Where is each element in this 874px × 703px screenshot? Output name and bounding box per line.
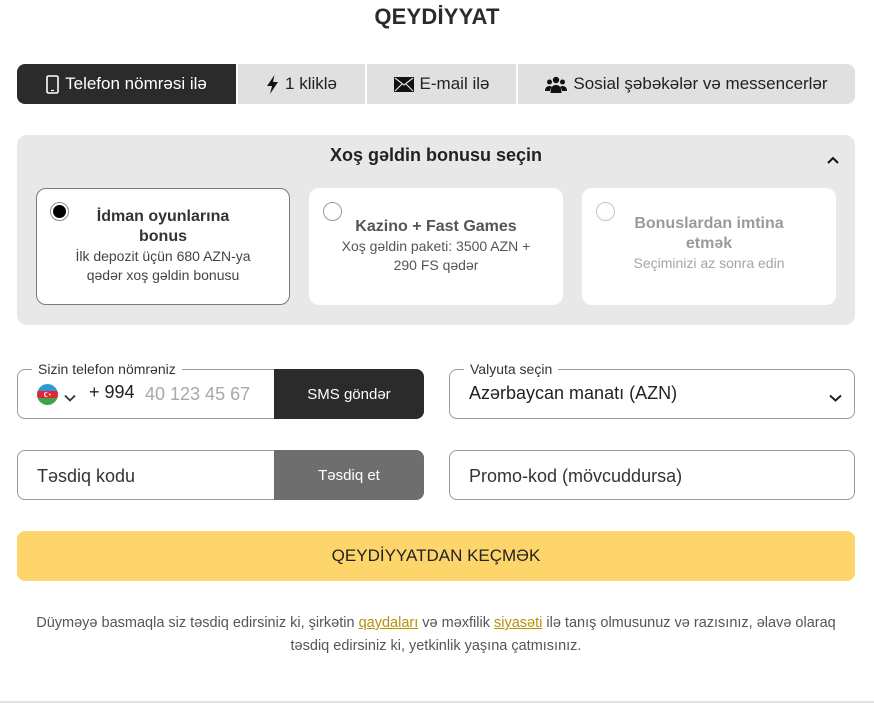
terms-text-part: və məxfilik bbox=[418, 615, 494, 631]
tab-social[interactable] bbox=[518, 64, 855, 104]
tab-email[interactable] bbox=[367, 64, 518, 104]
registration-method-tabs bbox=[17, 64, 855, 104]
tab-label: Telefon nömrəsi ilə bbox=[65, 74, 207, 93]
chevron-down-icon[interactable] bbox=[64, 389, 76, 407]
bonus-option-description: Seçiminizi az sonra edin bbox=[633, 255, 785, 271]
confirmation-code-input[interactable] bbox=[37, 463, 267, 489]
mobile-phone-icon bbox=[46, 75, 59, 94]
phone-input[interactable] bbox=[145, 381, 273, 407]
chevron-up-icon[interactable] bbox=[827, 151, 839, 169]
bonus-option-decline[interactable] bbox=[582, 188, 836, 305]
users-group-icon bbox=[545, 76, 567, 93]
confirm-code-button[interactable]: Təsdiq et bbox=[274, 450, 424, 500]
tab-one-click[interactable] bbox=[238, 64, 367, 104]
register-submit-button[interactable]: QEYDİYYATDAN KEÇMƏK bbox=[17, 531, 855, 581]
tab-phone[interactable] bbox=[17, 64, 238, 104]
privacy-policy-link[interactable]: siyasəti bbox=[494, 615, 543, 631]
currency-field-label: Valyuta seçin bbox=[464, 360, 558, 378]
bonus-panel-title: Xoş gəldin bonusu seçin bbox=[329, 145, 543, 165]
page-title: QEYDİYYAT bbox=[374, 4, 500, 29]
currency-select[interactable] bbox=[449, 361, 855, 419]
bonus-option-title: Bonuslardan imtina etmək bbox=[634, 215, 784, 252]
promo-code-field bbox=[449, 450, 855, 500]
bonus-option-sports[interactable] bbox=[36, 188, 290, 305]
promo-code-input[interactable] bbox=[469, 463, 839, 489]
chevron-down-icon[interactable] bbox=[829, 389, 842, 407]
terms-text bbox=[17, 612, 855, 658]
bonus-option-title: İdman oyunlarına bonus bbox=[96, 208, 230, 245]
azerbaijan-flag-icon[interactable] bbox=[37, 384, 58, 405]
currency-selected-value: Azərbaycan manatı (AZN) bbox=[469, 383, 678, 403]
lightning-bolt-icon bbox=[266, 75, 279, 94]
phone-number-field bbox=[17, 361, 424, 419]
bonus-option-casino[interactable] bbox=[309, 188, 563, 305]
welcome-bonus-panel bbox=[17, 135, 855, 325]
tab-label: 1 kliklə bbox=[285, 74, 337, 93]
bonus-option-title: Kazino + Fast Games bbox=[355, 218, 517, 235]
rules-link[interactable]: qaydaları bbox=[358, 615, 419, 631]
radio-unselected[interactable] bbox=[596, 202, 615, 221]
bonus-option-description: İlk depozit üçün 680 AZN-ya qədər xoş gəldin bonusu bbox=[75, 248, 251, 283]
radio-unselected[interactable] bbox=[323, 202, 342, 221]
radio-selected[interactable] bbox=[50, 202, 69, 221]
tab-label: E-mail ilə bbox=[419, 74, 490, 93]
terms-text-part: ilə tanış olmusunuz və razısınız, əlavə olaraq təsdiq edirsiniz ki, yetkinlik yaşına çatmısınız. bbox=[290, 615, 836, 654]
dial-code: + 994 bbox=[89, 382, 135, 402]
send-sms-button[interactable]: SMS göndər bbox=[274, 369, 424, 419]
phone-field-label: Sizin telefon nömrəniz bbox=[32, 360, 182, 378]
terms-text-part: Düyməyə basmaqla siz təsdiq edirsiniz ki, şirkətin bbox=[36, 615, 359, 631]
bonus-option-description: Xoş gəldin paketi: 3500 AZN + 290 FS qədər bbox=[341, 238, 531, 273]
confirmation-code-field bbox=[17, 450, 424, 500]
tab-label: Sosial şəbəkələr və messencerlər bbox=[573, 74, 828, 93]
envelope-icon bbox=[394, 77, 414, 92]
